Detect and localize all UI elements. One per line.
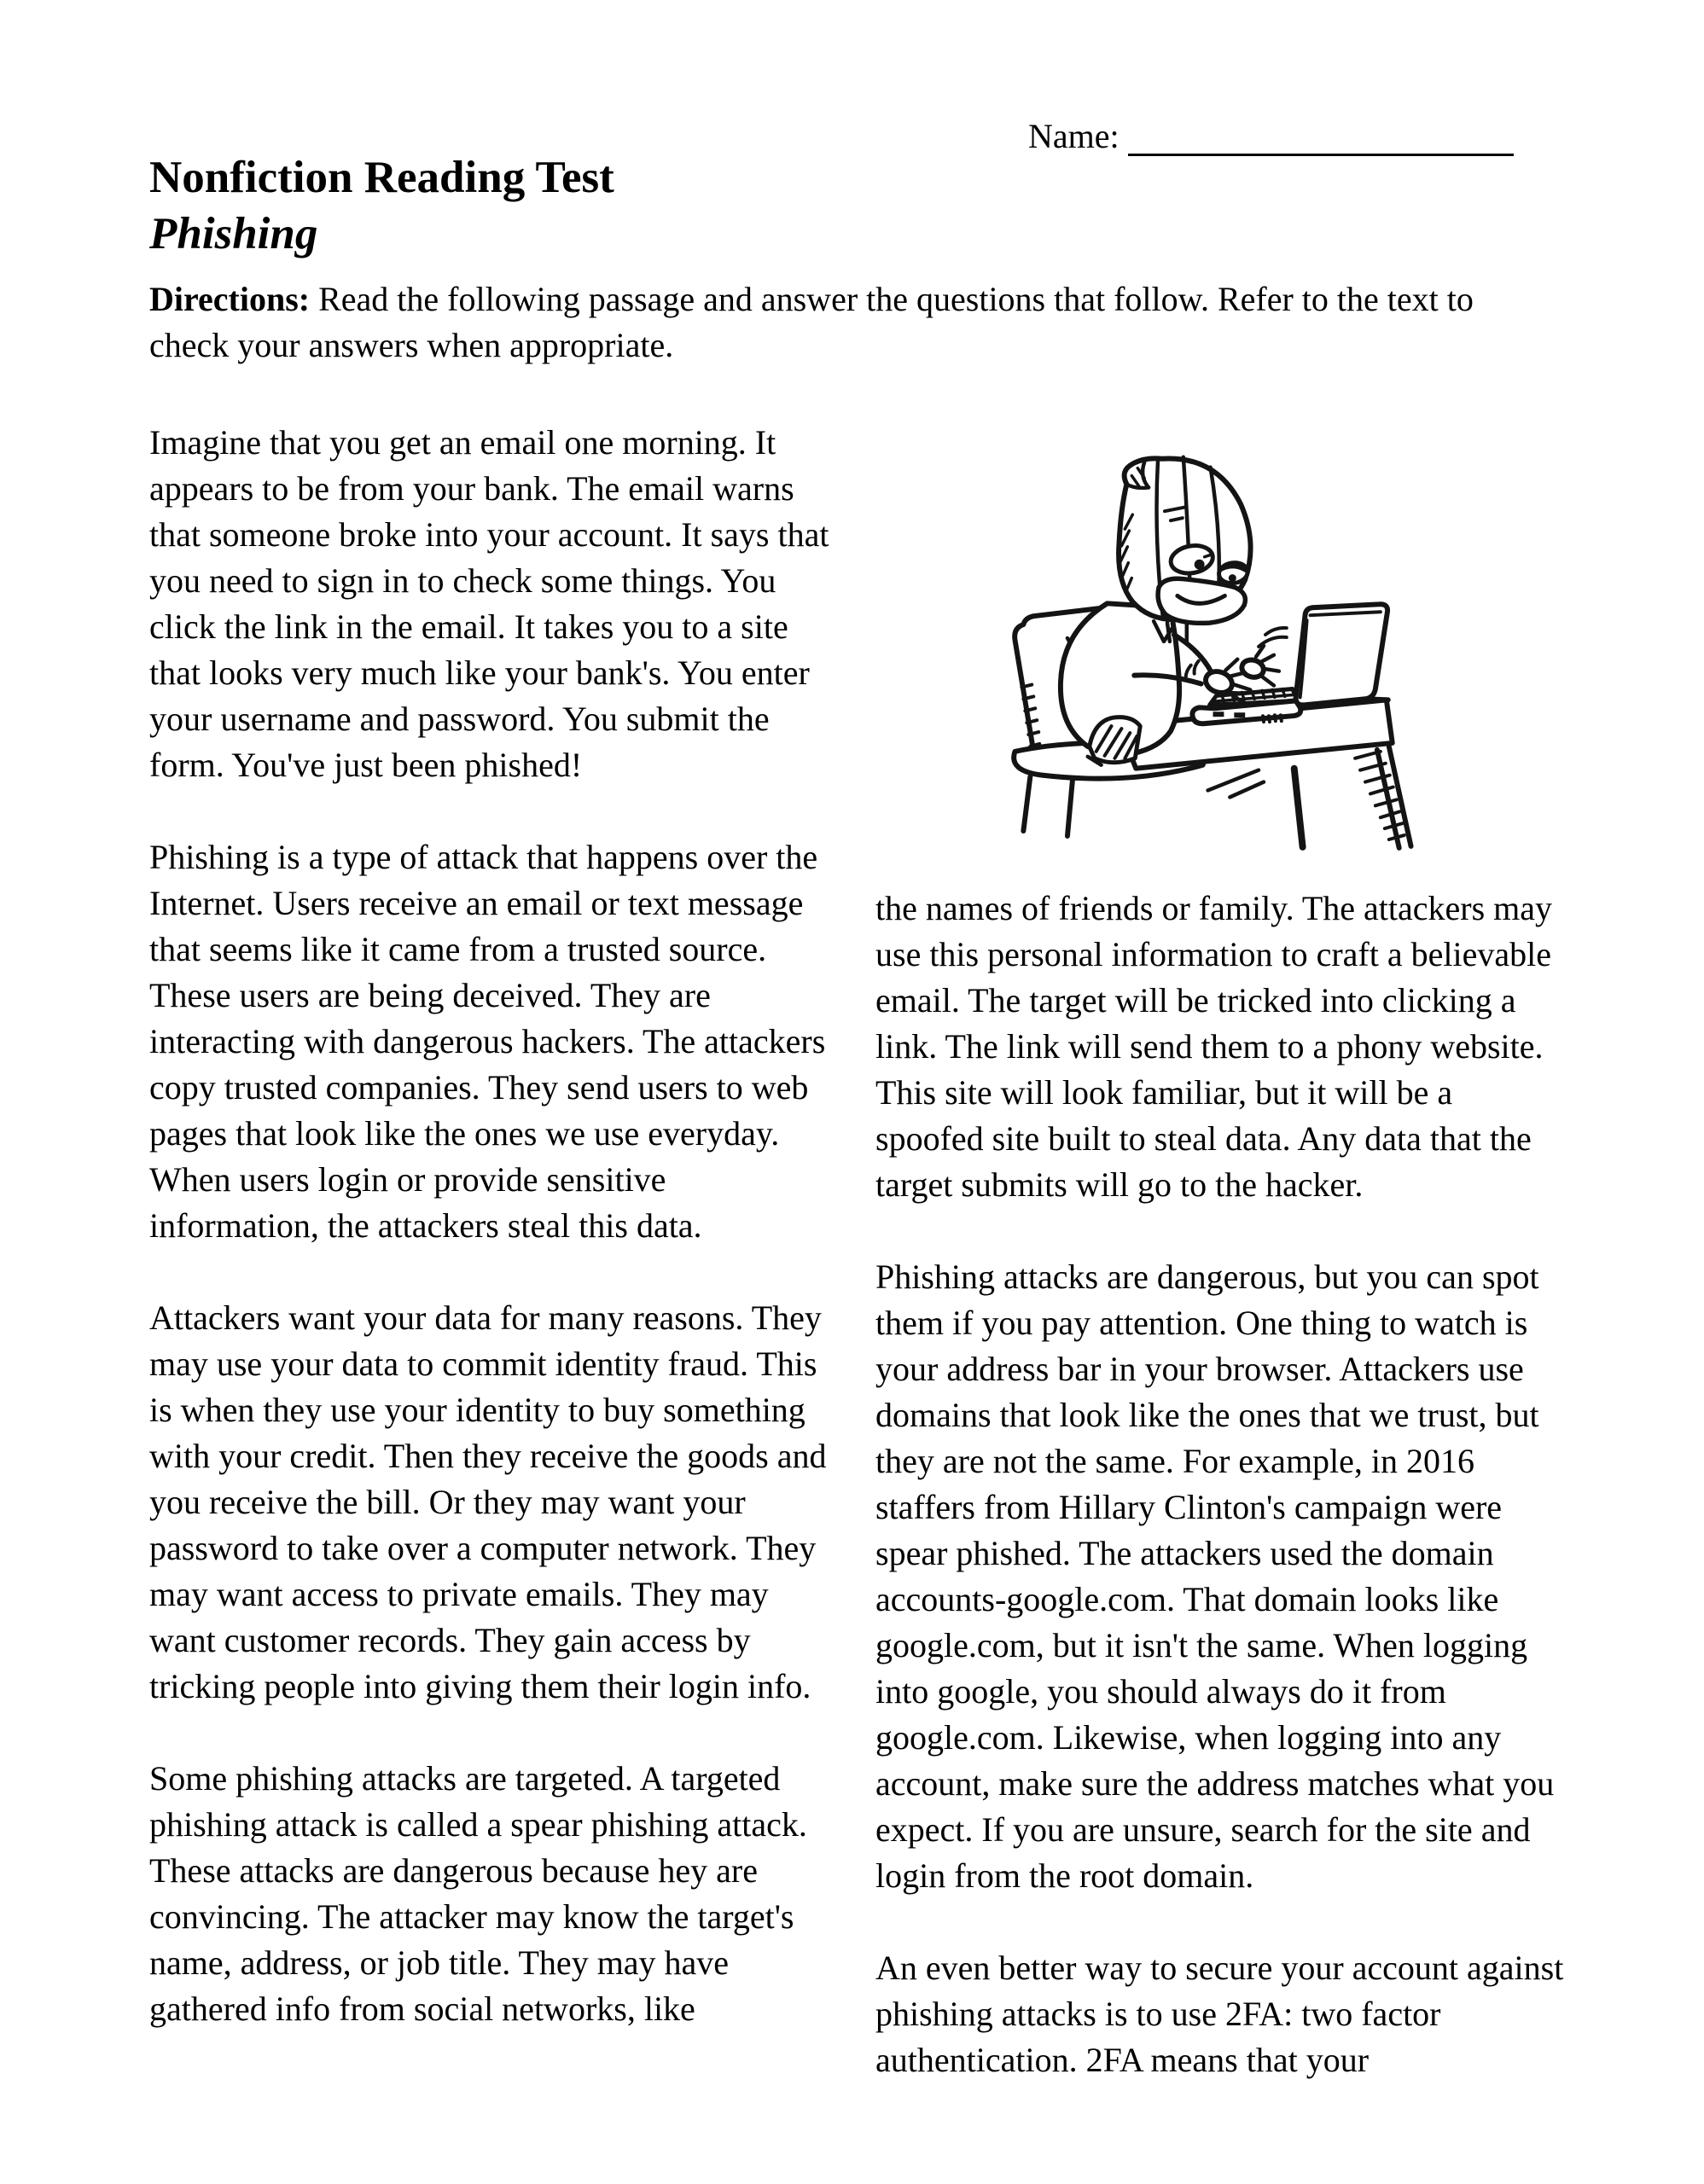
passage-paragraph: the names of friends or family. The attackers may use this personal information to craft a believable email. The target will be tricked into clicking a link. The link will send them to a phony website. This site will look familiar, but it will be a spoofed site built to steal data. Any data that the target submits will go to the hacker. <box>875 889 1553 1204</box>
page-title: Nonfiction Reading Test <box>149 153 614 202</box>
passage-paragraph: Attackers want your data for many reasons. They may use your data to commit identity fraud. This is when they use your identity to buy something with your credit. Then they receive the goods and you receive the bill. Or they may want your password to take over a computer network. They may want access to private emails. They may want customer records. They gain access by tricking people into giving them their login info. <box>149 1298 827 1705</box>
page-subtitle: Phishing <box>149 208 318 258</box>
passage-paragraph: Some phishing attacks are targeted. A targeted phishing attack is called a spear phishing attack. These attacks are dangerous because hey are convincing. The attacker may know the target's name, address, or job title. They may have gathered info from social networks, like <box>149 1759 807 2028</box>
directions-label: Directions: <box>149 280 311 318</box>
name-blank-line <box>1128 118 1514 156</box>
passage-paragraph: Phishing attacks are dangerous, but you can spot them if you pay attention. One thing to watch is your address bar in your browser. Attackers use domains that look like the ones that we trust, but they are not the same. For example, in 2016 staffers from Hillary Clinton's campaign were spear phished. The attackers used the domain accounts-google.com. That domain looks like google.com, but it isn't the same. When logging into google, you should always do it from google.com. Likewise, when logging into any account, make sure the address matches what you expect. If you are unsure, search for the site and login from the root domain. <box>875 1258 1555 1895</box>
passage-paragraph: Imagine that you get an email one morning. It appears to be from your bank. The email warns that someone broke into your account. It says that you need to sign in to check some things. You click the link in the email. It takes you to a site that looks very much like your bank's. You enter your username and password. You submit the form. You've just been phished! <box>149 423 829 784</box>
passage-columns <box>149 420 1566 2129</box>
directions <box>149 276 1556 369</box>
name-row <box>1028 116 1514 156</box>
right-column <box>875 420 1566 2129</box>
left-column <box>149 420 840 2129</box>
title-block <box>149 150 614 262</box>
name-label: Name: <box>1028 117 1120 155</box>
passage-paragraph: An even better way to secure your account against phishing attacks is to use 2FA: two factor authentication. 2FA means that your <box>875 1949 1564 2079</box>
directions-text: Read the following passage and answer the questions that follow. Refer to the text to check your answers when appropriate. <box>149 280 1474 364</box>
illustration-hacker-at-laptop <box>875 420 1566 851</box>
passage-paragraph: Phishing is a type of attack that happens over the Internet. Users receive an email or text message that seems like it came from a trusted source. These users are being deceived. They are interacting with dangerous hackers. The attackers copy trusted companies. They send users to web pages that look like the ones we use everyday. When users login or provide sensitive information, the attackers steal this data. <box>149 838 826 1245</box>
hacker-cartoon-drawing <box>961 420 1570 851</box>
